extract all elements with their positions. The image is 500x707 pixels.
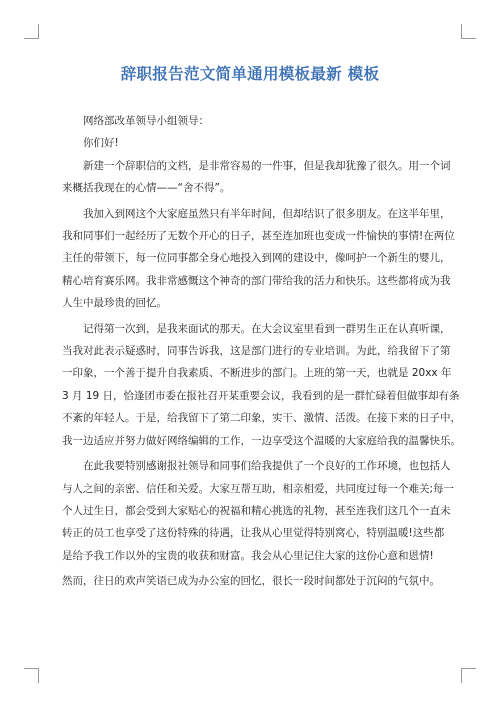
- paragraph-line: 不紊的年轻人。于是，给我留下了第二印象，实干、激情、活泼。在接下来的日子中，: [62, 412, 461, 425]
- paragraph-line: 我加入到网这个大家庭虽然只有半年时间，但却结识了很多朋友。在这半年里，: [83, 207, 451, 220]
- crop-mark-bottom-left: [24, 668, 39, 683]
- paragraph-line: 我一边适应并努力做好网络编辑的工作，一边享受这个温暖的大家庭给我的温馨快乐。: [62, 434, 461, 447]
- greeting: 你们好!: [83, 137, 119, 150]
- paragraph-line: 个人过生日，都会受到大家贴心的祝福和精心挑选的礼物，甚至连我们这几个一直未: [62, 504, 451, 517]
- paragraph-5: [62, 570, 438, 592]
- paragraph-line: 新建一个辞职信的文档，是非常容易的一件事，但是我却犹豫了很久。用一个词: [83, 159, 451, 172]
- paragraph-1: [62, 155, 451, 200]
- paragraph-line: 是给予我工作以外的宝贵的收获和财富。我会从心里记住大家的这份心意和恩情!: [62, 549, 434, 562]
- crop-mark-top-right: [461, 24, 476, 39]
- paragraph-line: 当我对此表示疑惑时，同事告诉我，这是部门进行的专业培训。为此，给我留下了第: [62, 345, 451, 358]
- paragraph-line: 3 月 19 日，恰逢团市委在报社召开某重要会议，我看到的是一群忙碌着但做事却有条: [62, 389, 460, 402]
- document-title: 辞职报告范文简单通用模板最新 模板: [120, 65, 380, 83]
- crop-mark-bottom-right: [461, 668, 476, 683]
- paragraph-line: 来概括我现在的心情——“舍不得”。: [62, 182, 231, 195]
- salutation: 网络部改革领导小组领导：: [83, 115, 209, 127]
- paragraph-line: 主任的带领下，每一位同事都全身心地投入到网的建设中，像呵护一个新生的婴儿，: [62, 252, 451, 265]
- crop-mark-top-left: [24, 24, 39, 39]
- paragraph-line: 人生中最珍贵的回忆。: [62, 297, 167, 310]
- paragraph-line: 精心培育赛乐网。我非常感慨这个神奇的部门带给我的活力和快乐。这些都将成为我: [62, 274, 451, 287]
- paragraph-line: 与人之间的亲密、信任和关爱。大家互帮互助，相亲相爱，共同度过每一个难关;每一: [62, 482, 455, 495]
- paragraph-line: 然而，往日的欢声笑语已成为办公室的回忆，很长一段时间都处于沉闷的气氛中。: [62, 575, 440, 588]
- paragraph-3: [62, 318, 461, 452]
- document-body: [62, 110, 461, 593]
- paragraph-4: [62, 455, 455, 567]
- paragraph-line: 记得第一次到，是我来面试的那天。在大会议室里看到一群男生正在认真听课，: [83, 322, 451, 335]
- paragraph-line: 我和同事们一起经历了无数个开心的日子，甚至连加班也变成一件愉快的事情!在两位: [62, 230, 455, 243]
- paragraph-line: 在此我要特别感谢报社领导和同事们给我提供了一个良好的工作环境，也包括人: [83, 460, 451, 473]
- paragraph-line: 转正的员工也享受了这份特殊的待遇，让我从心里觉得特别窝心，特别温暖!这些都: [62, 527, 445, 540]
- paragraph-line: 一印象，一个善于提升自我素质、不断进步的部门。上班的第一天，也就是 20xx 年: [62, 367, 452, 380]
- paragraph-2: [62, 203, 455, 315]
